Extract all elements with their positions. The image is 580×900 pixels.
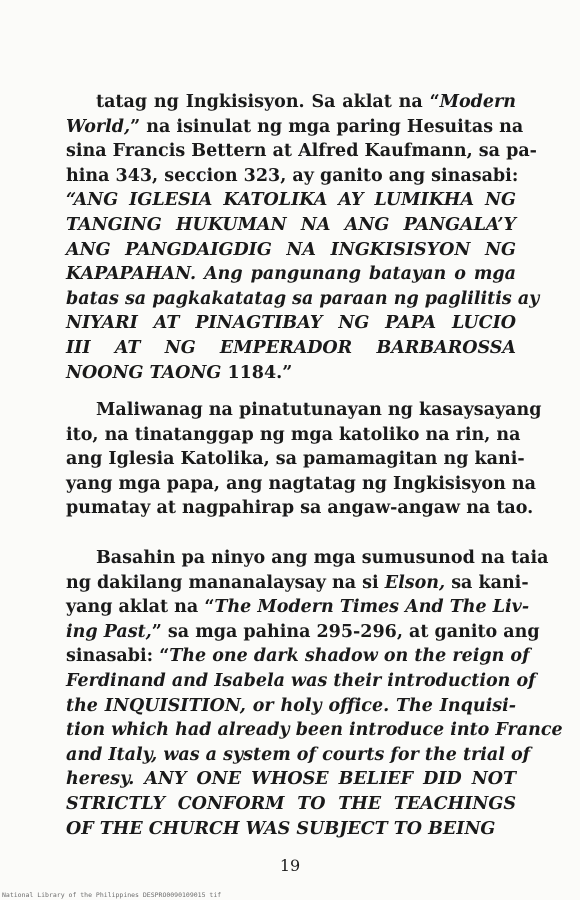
text-line	[66, 546, 549, 571]
text-run: hina 343, seccion 323, ay ganito ang sinasabi:	[66, 165, 519, 186]
italic-text-run: III AT NG EMPERADOR BARBAROSSA	[66, 337, 516, 358]
text-line	[66, 262, 516, 287]
text-run: ng dakilang mananalaysay na si	[66, 572, 385, 593]
text-line	[66, 188, 516, 213]
text-run: ” na isinulat ng mga paring Hesuitas na	[130, 116, 524, 137]
text-line	[66, 817, 516, 842]
text-line	[66, 287, 540, 312]
text-line	[66, 472, 536, 497]
italic-text-run: batas sa pagkakatatag sa paraan ng paglilitis ay	[66, 288, 540, 309]
italic-text-run: heresy. ANY ONE WHOSE BELIEF DID NOT	[66, 769, 516, 790]
italic-text-run: OF THE CHURCH WAS SUBJECT TO BEING	[66, 818, 496, 839]
text-run: pumatay at nagpahirap sa angaw-angaw na tao.	[66, 498, 534, 519]
text-line	[66, 718, 563, 743]
italic-text-run: ANG PANGDAIGDIG NA INGKISISYON NG	[66, 239, 516, 260]
page-number: 19	[279, 856, 301, 875]
italic-text-run: tion which had already been introduce into France	[66, 720, 563, 741]
text-line	[66, 792, 516, 817]
text-run: ang Iglesia Katolika, sa pamamagitan ng kani-	[66, 449, 525, 470]
paragraph-3	[66, 546, 563, 841]
text-run: yang aklat na “	[66, 597, 215, 618]
text-line	[66, 447, 525, 472]
text-line	[66, 336, 516, 361]
italic-text-run: Elson,	[384, 572, 446, 593]
italic-text-run: the INQUISITION, or holy office. The Inquisi-	[66, 695, 516, 716]
paragraph-1	[66, 90, 540, 385]
text-run: ” sa mga pahina 295-296, at ganito ang	[151, 621, 540, 642]
text-line	[66, 620, 540, 645]
italic-text-run: World,	[66, 116, 131, 137]
text-line	[66, 571, 529, 596]
footer-credit: National Library of the Philippines DESPRO0090109015 tif	[2, 891, 222, 899]
text-run: sa kani-	[445, 572, 529, 593]
text-line	[66, 311, 516, 336]
text-run: Maliwanag na pinatutunayan ng kasaysayang	[96, 400, 542, 420]
text-run: 1184.”	[221, 362, 293, 383]
text-line	[66, 361, 516, 386]
text-line	[66, 644, 530, 669]
text-run: Basahin pa ninyo ang mga sumusunod na taia	[96, 548, 549, 568]
text-line	[66, 694, 516, 719]
italic-text-run: STRICTLY CONFORM TO THE TEACHINGS	[66, 793, 516, 814]
text-line	[66, 238, 516, 263]
text-run: ito, na tinatanggap ng mga katoliko na rin, na	[66, 424, 521, 445]
text-line	[66, 423, 521, 448]
text-run: sinasabi: “	[66, 646, 170, 667]
text-line	[66, 164, 519, 189]
text-line	[66, 496, 534, 521]
italic-text-run: NIYARI AT PINAGTIBAY NG PAPA LUCIO	[66, 313, 516, 334]
italic-text-run: TANGING HUKUMAN NA ANG PANGALA’Y	[66, 214, 516, 235]
text-line	[66, 90, 516, 115]
italic-text-run: “ANG IGLESIA KATOLIKA AY LUMIKHA NG	[66, 190, 516, 211]
italic-text-run: ing Past,	[66, 621, 152, 642]
text-line	[66, 139, 537, 164]
text-line	[66, 767, 516, 792]
text-run: sina Francis Bettern at Alfred Kaufmann, sa pa-	[66, 141, 537, 162]
text-line	[66, 595, 530, 620]
italic-text-run: and Italy, was a system of courts for the trial of	[66, 744, 531, 765]
text-line	[66, 743, 531, 768]
text-line	[66, 115, 524, 140]
italic-text-run: Ferdinand and Isabela was their introduction of	[66, 670, 536, 691]
italic-text-run: The Modern Times And The Liv-	[214, 597, 530, 618]
paragraph-2	[66, 398, 542, 521]
italic-text-run: The one dark shadow on the reign of	[169, 646, 530, 667]
text-line	[66, 213, 516, 238]
text-line	[66, 398, 542, 423]
italic-text-run: Modern	[439, 92, 516, 112]
italic-text-run: NOONG TAONG	[66, 362, 222, 383]
italic-text-run: KAPAPAHAN. Ang pangunang batayan o mga	[66, 264, 516, 285]
text-line	[66, 669, 536, 694]
text-run: yang mga papa, ang nagtatag ng Ingkisisyon na	[66, 473, 536, 494]
text-run: tatag ng Ingkisisyon. Sa aklat na “	[96, 92, 440, 112]
